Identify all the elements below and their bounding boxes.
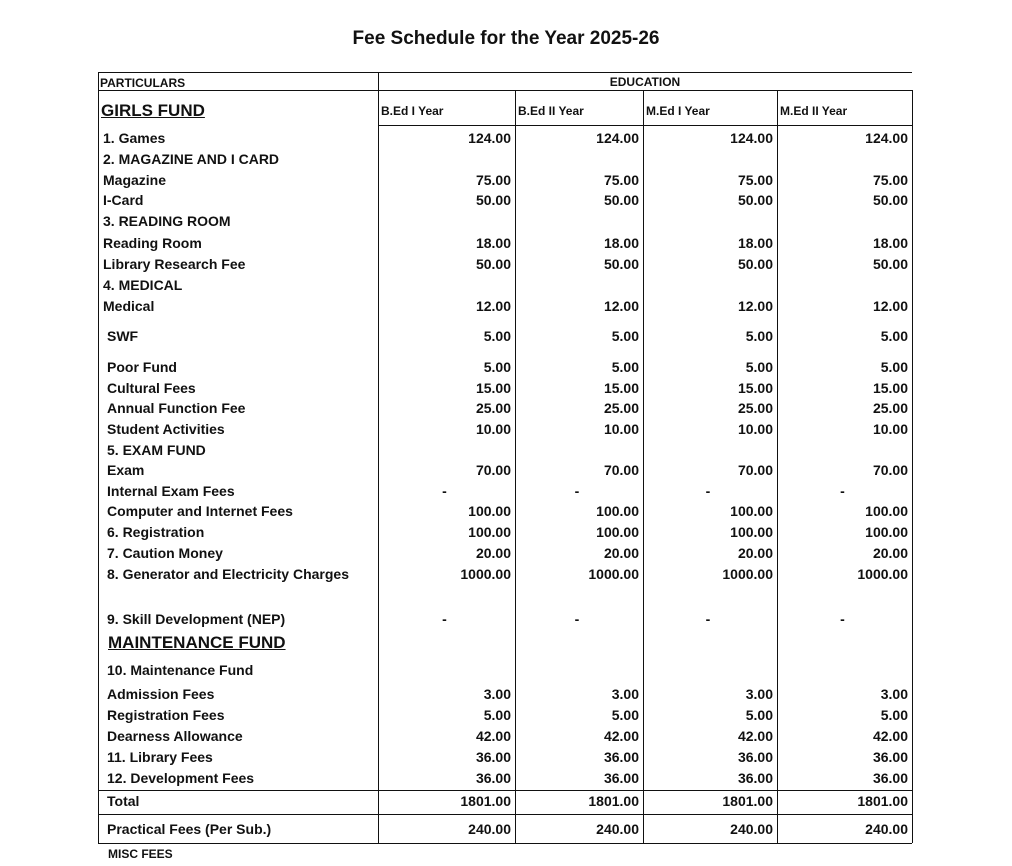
fee-value: 12.00 bbox=[872, 298, 908, 314]
fee-value: 36.00 bbox=[737, 770, 773, 786]
fee-value: 124.00 bbox=[730, 130, 773, 146]
fee-value: 70.00 bbox=[737, 462, 773, 478]
fee-value: 100.00 bbox=[865, 524, 908, 540]
fee-value: - bbox=[705, 483, 711, 499]
row-label: Library Research Fee bbox=[103, 256, 246, 272]
fee-value: 124.00 bbox=[865, 130, 908, 146]
row-label: Medical bbox=[103, 298, 155, 314]
fee-value: 5.00 bbox=[483, 328, 511, 344]
header-divider bbox=[98, 90, 912, 91]
fee-value: 12.00 bbox=[603, 298, 639, 314]
fee-value: 42.00 bbox=[737, 728, 773, 744]
row-label: Reading Room bbox=[103, 235, 202, 251]
fee-value: 1801.00 bbox=[857, 793, 908, 809]
fee-value: 1000.00 bbox=[460, 566, 511, 582]
fee-value: 70.00 bbox=[475, 462, 511, 478]
fee-value: 50.00 bbox=[737, 192, 773, 208]
fee-value: 5.00 bbox=[880, 707, 908, 723]
fee-value: 100.00 bbox=[730, 503, 773, 519]
row-label: Cultural Fees bbox=[107, 380, 196, 396]
fee-value: 100.00 bbox=[596, 503, 639, 519]
fee-value: 3.00 bbox=[880, 686, 908, 702]
fee-value: 25.00 bbox=[872, 400, 908, 416]
row-label: 4. MEDICAL bbox=[103, 277, 183, 293]
fee-value: 124.00 bbox=[468, 130, 511, 146]
row-label: Admission Fees bbox=[107, 686, 215, 702]
fee-value: 10.00 bbox=[737, 421, 773, 437]
row-label: 5. EXAM FUND bbox=[107, 442, 206, 458]
fee-value: 36.00 bbox=[872, 749, 908, 765]
fee-value: 12.00 bbox=[737, 298, 773, 314]
fee-value: 25.00 bbox=[475, 400, 511, 416]
table-column-divider bbox=[912, 90, 913, 843]
column-header: B.Ed II Year bbox=[518, 104, 584, 118]
fee-value: 42.00 bbox=[603, 728, 639, 744]
row-label: 10. Maintenance Fund bbox=[107, 662, 254, 678]
fee-value: 15.00 bbox=[737, 380, 773, 396]
fee-value: 5.00 bbox=[483, 359, 511, 375]
fee-value: - bbox=[442, 611, 447, 627]
row-label: 6. Registration bbox=[107, 524, 205, 540]
fee-value: 42.00 bbox=[475, 728, 511, 744]
fee-value: 50.00 bbox=[872, 256, 908, 272]
fee-value: 10.00 bbox=[872, 421, 908, 437]
fee-value: 15.00 bbox=[603, 380, 639, 396]
fee-value: - bbox=[840, 483, 845, 499]
column-header: M.Ed II Year bbox=[780, 104, 848, 118]
fee-value: 3.00 bbox=[611, 686, 639, 702]
row-label: Annual Function Fee bbox=[107, 400, 246, 416]
fee-value: 42.00 bbox=[872, 728, 908, 744]
fee-value: 5.00 bbox=[611, 707, 639, 723]
row-label: Registration Fees bbox=[107, 707, 225, 723]
fee-value: - bbox=[705, 611, 711, 627]
total-top-divider bbox=[98, 790, 912, 791]
fee-value: 75.00 bbox=[475, 172, 511, 188]
row-label: 3. READING ROOM bbox=[103, 213, 231, 229]
fee-value: 15.00 bbox=[872, 380, 908, 396]
fee-value: 50.00 bbox=[737, 256, 773, 272]
fee-value: 5.00 bbox=[880, 359, 908, 375]
fee-value: - bbox=[840, 611, 845, 627]
education-header: EDUCATION bbox=[609, 75, 681, 89]
row-label: Practical Fees (Per Sub.) bbox=[107, 821, 272, 837]
fee-value: 50.00 bbox=[475, 192, 511, 208]
row-label: SWF bbox=[107, 328, 139, 344]
row-label: Dearness Allowance bbox=[107, 728, 243, 744]
fee-value: 3.00 bbox=[483, 686, 511, 702]
fee-value: 36.00 bbox=[475, 770, 511, 786]
fee-value: 100.00 bbox=[730, 524, 773, 540]
fee-value: 10.00 bbox=[603, 421, 639, 437]
fee-value: 1801.00 bbox=[722, 793, 773, 809]
fee-value: 100.00 bbox=[468, 503, 511, 519]
fee-value: 20.00 bbox=[475, 545, 511, 561]
fee-value: 75.00 bbox=[872, 172, 908, 188]
fee-value: 25.00 bbox=[737, 400, 773, 416]
fee-value: 18.00 bbox=[475, 235, 511, 251]
row-label: Internal Exam Fees bbox=[107, 483, 235, 499]
fee-value: 36.00 bbox=[603, 770, 639, 786]
fee-value: 12.00 bbox=[475, 298, 511, 314]
fee-value: 1801.00 bbox=[460, 793, 511, 809]
fee-value: 10.00 bbox=[475, 421, 511, 437]
fee-value: 20.00 bbox=[872, 545, 908, 561]
fee-value: 50.00 bbox=[603, 192, 639, 208]
subheader-divider bbox=[378, 125, 912, 126]
row-label: 1. Games bbox=[103, 130, 166, 146]
section-title: GIRLS FUND bbox=[101, 101, 205, 120]
fee-value: 36.00 bbox=[603, 749, 639, 765]
table-border-top bbox=[98, 72, 912, 73]
particulars-header: PARTICULARS bbox=[100, 76, 186, 90]
fee-value: 36.00 bbox=[475, 749, 511, 765]
fee-value: - bbox=[442, 483, 447, 499]
fee-value: 1000.00 bbox=[722, 566, 773, 582]
fee-value: 75.00 bbox=[603, 172, 639, 188]
fee-value: 240.00 bbox=[865, 821, 908, 837]
fee-value: 3.00 bbox=[745, 686, 773, 702]
fee-value: 18.00 bbox=[737, 235, 773, 251]
fee-value: 36.00 bbox=[737, 749, 773, 765]
row-label: 8. Generator and Electricity Charges bbox=[107, 566, 349, 582]
fee-value: 1000.00 bbox=[857, 566, 908, 582]
row-label: Student Activities bbox=[107, 421, 225, 437]
fee-value: 1000.00 bbox=[588, 566, 639, 582]
fee-value: 5.00 bbox=[745, 328, 773, 344]
fee-value: 50.00 bbox=[475, 256, 511, 272]
fee-value: 1801.00 bbox=[588, 793, 639, 809]
row-label: I-Card bbox=[103, 192, 144, 208]
fee-value: - bbox=[574, 611, 580, 627]
fee-value: 70.00 bbox=[872, 462, 908, 478]
fee-value: 100.00 bbox=[865, 503, 908, 519]
page-title: Fee Schedule for the Year 2025-26 bbox=[352, 28, 660, 49]
fee-value: 240.00 bbox=[730, 821, 773, 837]
fee-value: 36.00 bbox=[872, 770, 908, 786]
fee-value: 5.00 bbox=[483, 707, 511, 723]
fee-value: 20.00 bbox=[737, 545, 773, 561]
row-label: 11. Library Fees bbox=[107, 749, 213, 765]
fee-value: 124.00 bbox=[596, 130, 639, 146]
fee-value: 75.00 bbox=[737, 172, 773, 188]
row-label: 7. Caution Money bbox=[107, 545, 223, 561]
fee-value: 5.00 bbox=[880, 328, 908, 344]
row-label: 2. MAGAZINE AND I CARD bbox=[103, 151, 280, 167]
row-label: 12. Development Fees bbox=[107, 770, 255, 786]
fee-value: - bbox=[574, 483, 580, 499]
table-border-left bbox=[98, 72, 99, 843]
fee-value: 50.00 bbox=[872, 192, 908, 208]
table-border-bottom bbox=[98, 843, 912, 844]
fee-value: 240.00 bbox=[468, 821, 511, 837]
fee-value: 5.00 bbox=[745, 707, 773, 723]
total-bottom-divider bbox=[98, 814, 912, 815]
row-label: Computer and Internet Fees bbox=[107, 503, 293, 519]
fee-value: 70.00 bbox=[603, 462, 639, 478]
fee-value: 50.00 bbox=[603, 256, 639, 272]
section-title: MAINTENANCE FUND bbox=[108, 633, 286, 652]
fee-value: 240.00 bbox=[596, 821, 639, 837]
row-label: Total bbox=[107, 793, 140, 809]
fee-value: 20.00 bbox=[603, 545, 639, 561]
fee-value: 15.00 bbox=[475, 380, 511, 396]
row-label: Exam bbox=[107, 462, 145, 478]
fee-value: 5.00 bbox=[611, 359, 639, 375]
fee-value: 18.00 bbox=[872, 235, 908, 251]
fee-value: 5.00 bbox=[611, 328, 639, 344]
row-label: Magazine bbox=[103, 172, 167, 188]
fee-value: 25.00 bbox=[603, 400, 639, 416]
fee-value: 100.00 bbox=[596, 524, 639, 540]
column-header: B.Ed I Year bbox=[381, 104, 444, 118]
row-label: 9. Skill Development (NEP) bbox=[107, 611, 286, 627]
misc-fees-label: MISC FEES bbox=[108, 847, 173, 861]
column-header: M.Ed I Year bbox=[646, 104, 710, 118]
fee-value: 18.00 bbox=[603, 235, 639, 251]
fee-value: 100.00 bbox=[468, 524, 511, 540]
fee-value: 5.00 bbox=[745, 359, 773, 375]
row-label: Poor Fund bbox=[107, 359, 177, 375]
